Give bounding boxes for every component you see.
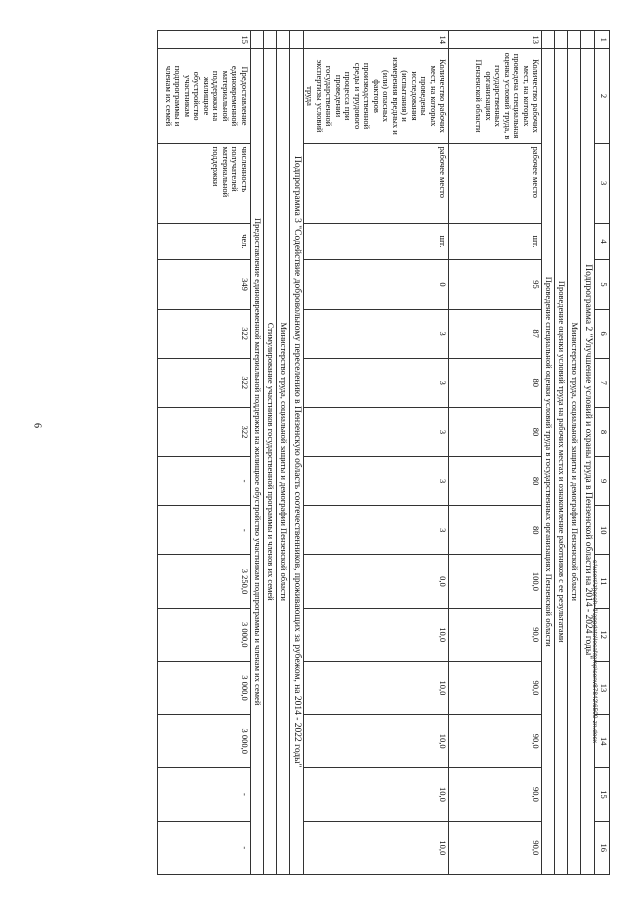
table-row [158,31,251,875]
value-cell: 10,0 [303,768,449,821]
value-cell: 3 [303,309,449,358]
indicators-table [157,30,610,875]
col-header: 5 [595,260,610,309]
value-cell: 349 [158,260,251,309]
rotated-table-wrapper [90,30,610,875]
col-header: 1 [595,31,610,49]
value-cell: 322 [158,407,251,456]
value-cell: 90,0 [449,821,542,874]
value-cell: 3 [303,407,449,456]
col-header: 3 [595,143,610,223]
col-header: 13 [595,661,610,714]
value-cell: 3 [303,457,449,506]
col-header: 8 [595,407,610,456]
row-number: 15 [158,31,251,49]
value-cell: 3 [303,358,449,407]
file-path-footer: c:\users\zhoreh~1\appdata\local\temp\conv87842\6509-zn.docx [591,560,598,744]
value-cell: - [158,457,251,506]
value-cell: 90,0 [449,608,542,661]
unit: шт. [303,223,449,260]
col-header: 15 [595,768,610,821]
header-row [595,31,610,875]
value-cell: 10,0 [303,608,449,661]
col-header: 12 [595,608,610,661]
grant-title: Предоставление единовременной материальной поддержки на жилищное обустройство участникам подпрограммы и членам их семей [251,49,264,875]
indicator-name: Предоставление единовременной материальной поддержки на жилищное обустройство участникам подпрограммы и членам их семей [158,49,251,143]
value-cell: 90,0 [449,715,542,768]
col-header: 7 [595,358,610,407]
event-title: Проведение оценки условий труда на рабочих местах и ознакомление работников с ее результатами [555,49,568,875]
unit-name: рабочее место [303,143,449,223]
value-cell: 322 [158,309,251,358]
value-cell: 3 000,0 [158,608,251,661]
value-cell: 0 [303,260,449,309]
value-cell: 87 [449,309,542,358]
event-title-2: Проведение специальной оценки условий труда в государственных организациях Пензенской области [542,49,555,875]
subprogram-3-title: Подпрограмма 3 "Содействие добровольному переселению в Пензенскую область соотечественников, проживающих за рубежом, на 2014 - 2022 годы" [290,49,304,875]
stimulation-title: Стимулирование участников государственной программы и членов их семей [264,49,277,875]
value-cell: 100,0 [449,555,542,608]
value-cell: 10,0 [303,821,449,874]
col-header: 4 [595,223,610,260]
table-row [449,31,542,875]
value-cell: 95 [449,260,542,309]
indicator-name: Количество рабочих мест, на которых проведена специальная оценка условий труда, в государственных организациях Пензенской области [449,49,542,143]
page-number: 6 [31,423,43,428]
value-cell: 10,0 [303,715,449,768]
value-cell: 80 [449,457,542,506]
col-header: 11 [595,555,610,608]
row-number: 14 [303,31,449,49]
value-cell: 80 [449,506,542,555]
col-header: 10 [595,506,610,555]
indicator-name: Количество рабочих мест, на которых проведены исследования (испытания) и измерения вредных и (или) опасных факторов производственной среды и трудового процесса при проведении государственной экспертизы условий труда [303,49,449,143]
value-cell: 3 250,0 [158,555,251,608]
ministry-title-2: Министерство труда, социальной защиты и демографии Пензенской области [277,49,290,875]
col-header: 6 [595,309,610,358]
table-row [303,31,449,875]
value-cell: 3 [303,506,449,555]
value-cell: 0,0 [303,555,449,608]
value-cell: 80 [449,407,542,456]
col-header: 16 [595,821,610,874]
unit: чел. [158,223,251,260]
value-cell: - [158,821,251,874]
ministry-title: Министерство труда, социальной защиты и демографии Пензенской области [568,49,581,875]
value-cell: - [158,506,251,555]
value-cell: - [158,768,251,821]
value-cell: 322 [158,358,251,407]
value-cell: 90,0 [449,661,542,714]
col-header: 9 [595,457,610,506]
value-cell: 90,0 [449,768,542,821]
value-cell: 3 000,0 [158,715,251,768]
subprogram-2-title: Подпрограмма 2 "Улучшение условий и охраны труда в Пензенской области на 2014 - 2024 годы" [581,49,595,875]
row-number: 13 [449,31,542,49]
unit: шт. [449,223,542,260]
col-header: 14 [595,715,610,768]
col-header: 2 [595,49,610,143]
value-cell: 10,0 [303,661,449,714]
unit-name: рабочее место [449,143,542,223]
value-cell: 3 000,0 [158,661,251,714]
unit-name: численность получателей материальной поддержки [158,143,251,223]
value-cell: 80 [449,358,542,407]
